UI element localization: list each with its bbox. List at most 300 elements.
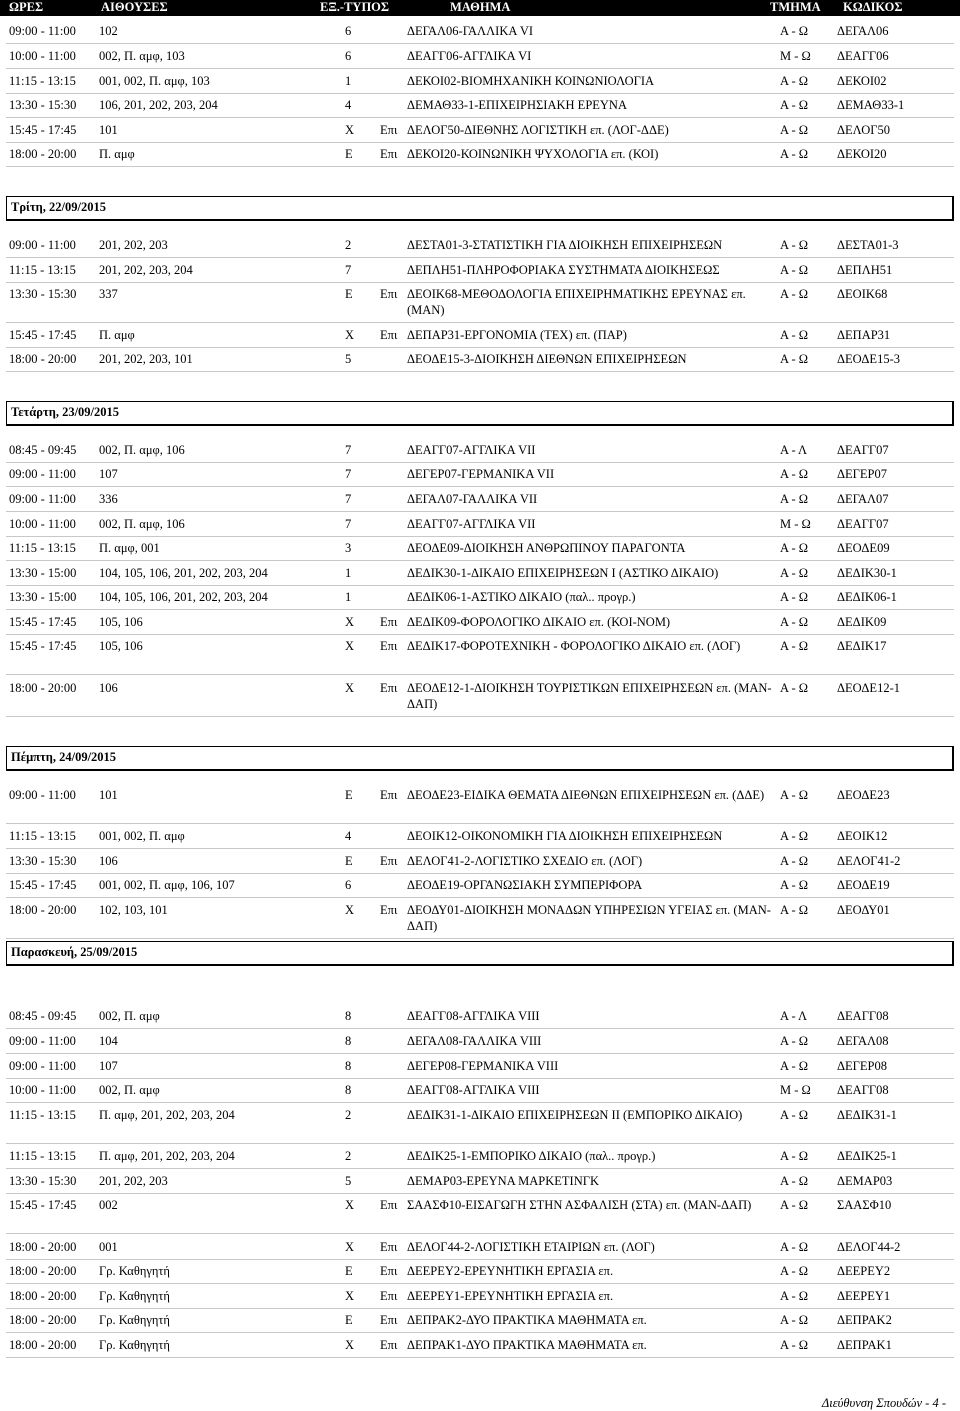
schedule-row <box>0 540 960 556</box>
row-semester: 3 <box>345 541 352 555</box>
schedule-row <box>0 1033 960 1049</box>
row-department: Α - Λ <box>780 1009 808 1023</box>
row-semester: 7 <box>345 467 352 481</box>
row-semester: Ε <box>345 1313 353 1327</box>
row-rooms: 201, 202, 203 <box>99 1174 168 1188</box>
row-separator <box>6 897 954 898</box>
row-rooms: Π. αμφ <box>99 328 135 342</box>
row-separator <box>6 848 954 849</box>
schedule-row <box>0 1082 960 1098</box>
row-department: Α - Ω <box>780 263 809 277</box>
row-department: Α - Ω <box>780 639 809 653</box>
row-department: Α - Ω <box>780 615 809 629</box>
schedule-row <box>0 1239 960 1255</box>
row-code: ΔΕΠΡΑΚ1 <box>837 1338 892 1352</box>
row-separator <box>6 257 954 258</box>
row-course: ΔΕΟΔΕ19-ΟΡΓΑΝΩΣΙΑΚΗ ΣΥΜΠΕΡΙΦΟΡΑ <box>407 878 643 892</box>
row-separator <box>6 634 954 635</box>
row-separator <box>6 938 954 939</box>
row-time: 11:15 - 13:15 <box>9 263 76 277</box>
row-department: Μ - Ω <box>780 49 811 63</box>
row-type: Επι <box>380 1289 398 1303</box>
row-course: ΔΕΑΓΓ08-ΑΓΓΛΙΚΑ VIII <box>407 1083 540 1097</box>
row-course: ΔΕΚΟΙ02-ΒΙΟΜΗΧΑΝΙΚΗ ΚΟΙΝΩΝΙΟΛΟΓΙΑ <box>407 74 655 88</box>
schedule-row <box>0 1337 960 1353</box>
row-semester: Χ <box>345 328 355 342</box>
row-separator <box>6 1143 954 1144</box>
row-semester: 5 <box>345 1174 352 1188</box>
row-rooms: 106, 201, 202, 203, 204 <box>99 98 218 112</box>
row-time: 15:45 - 17:45 <box>9 123 77 137</box>
schedule-row <box>0 286 960 318</box>
row-code: ΔΕΟΔΕ09 <box>837 541 890 555</box>
row-time: 11:15 - 13:15 <box>9 74 76 88</box>
row-rooms: 106 <box>99 854 118 868</box>
row-course: ΔΕΔΙΚ31-1-ΔΙΚΑΙΟ ΕΠΙΧΕΙΡΗΣΕΩΝ ΙΙ (ΕΜΠΟΡΙΚΟ ΔΙΚΑΙΟ) <box>407 1108 743 1122</box>
schedule-row <box>0 1173 960 1189</box>
schedule-row <box>0 1263 960 1279</box>
row-separator <box>6 1078 954 1079</box>
header-semester-type: ΕΞ.-ΤΥΠΟΣ <box>320 0 390 14</box>
schedule-row <box>0 589 960 605</box>
row-course: ΔΕΛΟΓ44-2-ΛΟΓΙΣΤΙΚΗ ΕΤΑΙΡΙΩΝ επ. (ΛΟΓ) <box>407 1240 655 1254</box>
row-code: ΔΕΕΡΕΥ2 <box>837 1264 891 1278</box>
row-rooms: Γρ. Καθηγητή <box>99 1289 170 1303</box>
row-separator <box>6 1332 954 1333</box>
row-department: Α - Ω <box>780 788 809 802</box>
row-course: ΔΕΔΙΚ09-ΦΟΡΟΛΟΓΙΚΟ ΔΙΚΑΙΟ επ. (ΚΟΙ-ΝΟΜ) <box>407 615 671 629</box>
row-rooms: 201, 202, 203, 101 <box>99 352 193 366</box>
row-semester: Χ <box>345 903 355 917</box>
row-separator <box>6 462 954 463</box>
row-semester: Ε <box>345 1264 353 1278</box>
row-code: ΔΕΔΙΚ09 <box>837 615 887 629</box>
row-type: Επι <box>380 1264 398 1278</box>
row-department: Α - Ω <box>780 1240 809 1254</box>
row-semester: Χ <box>345 1338 355 1352</box>
row-department: Α - Ω <box>780 1059 809 1073</box>
row-semester: 7 <box>345 443 352 457</box>
row-rooms: 201, 202, 203 <box>99 238 168 252</box>
row-code: ΔΕΔΙΚ25-1 <box>837 1149 897 1163</box>
row-separator <box>6 560 954 561</box>
row-semester: Χ <box>345 639 355 653</box>
row-rooms: 107 <box>99 467 118 481</box>
schedule-row <box>0 565 960 581</box>
header-course: ΜΑΘΗΜΑ <box>450 0 511 14</box>
row-rooms: Π. αμφ, 201, 202, 203, 204 <box>99 1149 235 1163</box>
row-rooms: 107 <box>99 1059 118 1073</box>
row-department: Α - Λ <box>780 443 808 457</box>
row-rooms: 002, Π. αμφ <box>99 1009 160 1023</box>
row-time: 09:00 - 11:00 <box>9 492 76 506</box>
row-type: Επι <box>380 147 398 161</box>
row-semester: 2 <box>345 238 352 252</box>
row-type: Επι <box>380 328 398 342</box>
row-department: Α - Ω <box>780 328 809 342</box>
row-semester: Χ <box>345 1240 355 1254</box>
row-course: ΔΕΣΤΑ01-3-ΣΤΑΤΙΣΤΙΚΗ ΓΙΑ ΔΙΟΙΚΗΣΗ ΕΠΙΧΕΙΡΗΣΕΩΝ <box>407 238 723 252</box>
row-rooms: Γρ. Καθηγητή <box>99 1264 170 1278</box>
row-rooms: 001 <box>99 1240 118 1254</box>
row-course: ΔΕΑΓΓ06-ΑΓΓΛΙΚΑ VI <box>407 49 532 63</box>
row-separator <box>6 511 954 512</box>
schedule-row <box>0 351 960 367</box>
row-semester: Ε <box>345 854 353 868</box>
column-header-bar <box>0 0 960 16</box>
schedule-row <box>0 122 960 138</box>
row-rooms: 106 <box>99 681 118 695</box>
row-course: ΔΕΕΡΕΥ1-ΕΡΕΥΝΗΤΙΚΗ ΕΡΓΑΣΙΑ επ. <box>407 1289 614 1303</box>
row-course: ΔΕΓΑΛ06-ΓΑΛΛΙΚΑ VI <box>407 24 534 38</box>
row-rooms: Γρ. Καθηγητή <box>99 1338 170 1352</box>
row-course: ΔΕΜΑΡ03-ΕΡΕΥΝΑ ΜΑΡΚΕΤΙΝΓΚ <box>407 1174 600 1188</box>
row-time: 13:30 - 15:30 <box>9 1174 77 1188</box>
row-code: ΔΕΟΔΕ19 <box>837 878 890 892</box>
schedule-row <box>0 1197 960 1229</box>
schedule-row <box>0 787 960 819</box>
row-department: Α - Ω <box>780 854 809 868</box>
row-time: 18:00 - 20:00 <box>9 681 77 695</box>
row-course: ΔΕΟΔΕ12-1-ΔΙΟΙΚΗΣΗ ΤΟΥΡΙΣΤΙΚΩΝ ΕΠΙΧΕΙΡΗΣΕΩΝ επ. (ΜΑΝ-ΔΑΠ) <box>407 681 772 711</box>
row-time: 10:00 - 11:00 <box>9 1083 76 1097</box>
header-department: ΤΜΗΜΑ <box>770 0 821 14</box>
page-footer: Διεύθυνση Σπουδών - 4 - <box>821 1396 946 1410</box>
row-semester: 8 <box>345 1083 352 1097</box>
row-semester: 4 <box>345 829 352 843</box>
row-time: 18:00 - 20:00 <box>9 147 77 161</box>
day-header <box>6 401 954 426</box>
schedule-row <box>0 146 960 162</box>
row-code: ΔΕΔΙΚ30-1 <box>837 566 897 580</box>
row-type: Επι <box>380 903 398 917</box>
row-semester: 1 <box>345 566 352 580</box>
row-rooms: 102 <box>99 24 118 38</box>
row-code: ΔΕΓΑΛ06 <box>837 24 889 38</box>
row-separator <box>6 1357 954 1358</box>
row-rooms: 002, Π. αμφ <box>99 1083 160 1097</box>
row-semester: 1 <box>345 74 352 88</box>
row-department: Α - Ω <box>780 352 809 366</box>
row-semester: 8 <box>345 1059 352 1073</box>
row-code: ΔΕΚΟΙ20 <box>837 147 887 161</box>
row-course: ΔΕΓΑΛ08-ΓΑΛΛΙΚΑ VIII <box>407 1034 542 1048</box>
row-separator <box>6 117 954 118</box>
row-separator <box>6 142 954 143</box>
row-rooms: 201, 202, 203, 204 <box>99 263 193 277</box>
row-department: Α - Ω <box>780 681 809 695</box>
header-rooms: ΑΙΘΟΥΣΕΣ <box>101 0 168 14</box>
header-code: ΚΩΔΙΚΟΣ <box>843 0 903 14</box>
row-code: ΔΕΠΡΑΚ2 <box>837 1313 892 1327</box>
row-rooms: 001, 002, Π. αμφ, 106, 107 <box>99 878 235 892</box>
row-time: 15:45 - 17:45 <box>9 328 77 342</box>
row-course: ΔΕΟΔΕ23-ΕΙΔΙΚΑ ΘΕΜΑΤΑ ΔΙΕΘΝΩΝ ΕΠΙΧΕΙΡΗΣΕΩΝ επ. (ΔΔΕ) <box>407 788 765 802</box>
row-department: Α - Ω <box>780 1108 809 1122</box>
row-separator <box>6 371 954 372</box>
row-time: 18:00 - 20:00 <box>9 1264 77 1278</box>
row-code: ΣΑΑΣΦ10 <box>837 1198 892 1212</box>
row-rooms: 101 <box>99 123 118 137</box>
row-code: ΔΕΣΤΑ01-3 <box>837 238 899 252</box>
schedule-row <box>0 680 960 712</box>
row-time: 15:45 - 17:45 <box>9 1198 77 1212</box>
row-rooms: 104 <box>99 1034 118 1048</box>
row-type: Επι <box>380 681 398 695</box>
row-department: Α - Ω <box>780 566 809 580</box>
row-department: Α - Ω <box>780 1174 809 1188</box>
row-separator <box>6 322 954 323</box>
row-course: ΔΕΟΙΚ12-ΟΙΚΟΝΟΜΙΚΗ ΓΙΑ ΔΙΟΙΚΗΣΗ ΕΠΙΧΕΙΡΗΣΕΩΝ <box>407 829 723 843</box>
row-rooms: Π. αμφ <box>99 147 135 161</box>
row-department: Α - Ω <box>780 492 809 506</box>
row-time: 13:30 - 15:00 <box>9 590 77 604</box>
row-code: ΔΕΑΓΓ08 <box>837 1009 889 1023</box>
row-rooms: Π. αμφ, 001 <box>99 541 160 555</box>
row-type: Επι <box>380 615 398 629</box>
row-code: ΔΕΚΟΙ02 <box>837 74 887 88</box>
row-course: ΔΕΟΔΥ01-ΔΙΟΙΚΗΣΗ ΜΟΝΑΔΩΝ ΥΠΗΡΕΣΙΩΝ ΥΓΕΙΑΣ επ. (ΜΑΝ-ΔΑΠ) <box>407 903 771 933</box>
row-rooms: 002, Π. αμφ, 106 <box>99 517 185 531</box>
schedule-row <box>0 442 960 458</box>
row-semester: 6 <box>345 49 352 63</box>
row-semester: Χ <box>345 681 355 695</box>
row-course: ΔΕΛΟΓ41-2-ΛΟΓΙΣΤΙΚΟ ΣΧΕΔΙΟ επ. (ΛΟΓ) <box>407 854 643 868</box>
row-time: 11:15 - 13:15 <box>9 1149 76 1163</box>
schedule-row <box>0 1107 960 1139</box>
row-course: ΔΕΟΔΕ09-ΔΙΟΙΚΗΣΗ ΑΝΘΡΩΠΙΝΟΥ ΠΑΡΑΓΟΝΤΑ <box>407 541 686 555</box>
row-code: ΔΕΑΓΓ07 <box>837 443 889 457</box>
row-code: ΔΕΓΕΡ07 <box>837 467 887 481</box>
row-code: ΔΕΜΑΘ33-1 <box>837 98 905 112</box>
schedule-row <box>0 828 960 844</box>
row-rooms: 002 <box>99 1198 118 1212</box>
row-code: ΔΕΔΙΚ31-1 <box>837 1108 897 1122</box>
row-rooms: 101 <box>99 788 118 802</box>
schedule-row <box>0 1008 960 1024</box>
row-rooms: 104, 105, 106, 201, 202, 203, 204 <box>99 566 268 580</box>
row-semester: 1 <box>345 590 352 604</box>
day-title: Πέμπτη, 24/09/2015 <box>11 750 117 764</box>
row-course: ΔΕΠΡΑΚ1-ΔΥΟ ΠΡΑΚΤΙΚΑ ΜΑΘΗΜΑΤΑ επ. <box>407 1338 647 1352</box>
row-separator <box>6 1053 954 1054</box>
row-separator <box>6 585 954 586</box>
row-separator <box>6 536 954 537</box>
row-time: 15:45 - 17:45 <box>9 639 77 653</box>
row-time: 18:00 - 20:00 <box>9 1289 77 1303</box>
row-separator <box>6 1102 954 1103</box>
row-time: 13:30 - 15:00 <box>9 566 77 580</box>
row-department: Α - Ω <box>780 24 809 38</box>
row-department: Α - Ω <box>780 123 809 137</box>
row-code: ΔΕΛΟΓ44-2 <box>837 1240 901 1254</box>
schedule-row <box>0 638 960 670</box>
day-header <box>6 196 954 221</box>
row-department: Α - Ω <box>780 98 809 112</box>
row-time: 08:45 - 09:45 <box>9 1009 77 1023</box>
row-course: ΔΕΑΓΓ07-ΑΓΓΛΙΚΑ VII <box>407 517 536 531</box>
row-rooms: 001, 002, Π. αμφ <box>99 829 185 843</box>
row-course: ΔΕΟΙΚ68-ΜΕΘΟΔΟΛΟΓΙΑ ΕΠΙΧΕΙΡΗΜΑΤΙΚΗΣ ΕΡΕΥΝΑΣ επ. (ΜΑΝ) <box>407 287 746 317</box>
schedule-row <box>0 237 960 253</box>
row-code: ΔΕΔΙΚ06-1 <box>837 590 897 604</box>
row-code: ΔΕΑΓΓ08 <box>837 1083 889 1097</box>
row-course: ΔΕΚΟΙ20-ΚΟΙΝΩΝΙΚΗ ΨΥΧΟΛΟΓΙΑ επ. (ΚΟΙ) <box>407 147 659 161</box>
row-type: Επι <box>380 854 398 868</box>
schedule-row <box>0 1148 960 1164</box>
row-course: ΔΕΓΕΡ07-ΓΕΡΜΑΝΙΚΑ VII <box>407 467 555 481</box>
row-course: ΔΕΑΓΓ07-ΑΓΓΛΙΚΑ VII <box>407 443 536 457</box>
row-course: ΔΕΠΡΑΚ2-ΔΥΟ ΠΡΑΚΤΙΚΑ ΜΑΘΗΜΑΤΑ επ. <box>407 1313 647 1327</box>
row-code: ΔΕΑΓΓ07 <box>837 517 889 531</box>
row-type: Επι <box>380 639 398 653</box>
row-time: 15:45 - 17:45 <box>9 615 77 629</box>
schedule-row <box>0 48 960 64</box>
row-course: ΔΕΜΑΘ33-1-ΕΠΙΧΕΙΡΗΣΙΑΚΗ ΕΡΕΥΝΑ <box>407 98 627 112</box>
schedule-row <box>0 23 960 39</box>
schedule-row <box>0 97 960 113</box>
row-separator <box>6 1233 954 1234</box>
row-time: 18:00 - 20:00 <box>9 352 77 366</box>
row-course: ΔΕΕΡΕΥ2-ΕΡΕΥΝΗΤΙΚΗ ΕΡΓΑΣΙΑ επ. <box>407 1264 614 1278</box>
row-rooms: 104, 105, 106, 201, 202, 203, 204 <box>99 590 268 604</box>
row-course: ΔΕΔΙΚ30-1-ΔΙΚΑΙΟ ΕΠΙΧΕΙΡΗΣΕΩΝ Ι (ΑΣΤΙΚΟ ΔΙΚΑΙΟ) <box>407 566 719 580</box>
row-type: Επι <box>380 1198 398 1212</box>
row-semester: 6 <box>345 24 352 38</box>
row-department: Α - Ω <box>780 1034 809 1048</box>
schedule-row <box>0 262 960 278</box>
row-semester: Ε <box>345 287 353 301</box>
row-rooms: 002, Π. αμφ, 106 <box>99 443 185 457</box>
row-time: 13:30 - 15:30 <box>9 854 77 868</box>
row-separator <box>6 347 954 348</box>
row-code: ΔΕΟΙΚ12 <box>837 829 888 843</box>
row-separator <box>6 1283 954 1284</box>
row-code: ΔΕΜΑΡ03 <box>837 1174 893 1188</box>
row-separator <box>6 1193 954 1194</box>
row-semester: 2 <box>345 1149 352 1163</box>
day-title: Τρίτη, 22/09/2015 <box>11 200 106 214</box>
row-department: Α - Ω <box>780 1264 809 1278</box>
row-semester: 5 <box>345 352 352 366</box>
row-type: Επι <box>380 287 398 301</box>
row-department: Α - Ω <box>780 590 809 604</box>
row-rooms: 002, Π. αμφ, 103 <box>99 49 185 63</box>
row-separator <box>6 166 954 167</box>
row-time: 13:30 - 15:30 <box>9 98 77 112</box>
row-semester: 8 <box>345 1009 352 1023</box>
row-course: ΔΕΓΕΡ08-ΓΕΡΜΑΝΙΚΑ VIII <box>407 1059 559 1073</box>
row-department: Α - Ω <box>780 467 809 481</box>
schedule-row <box>0 614 960 630</box>
row-type: Επι <box>380 1313 398 1327</box>
row-separator <box>6 873 954 874</box>
row-time: 09:00 - 11:00 <box>9 238 76 252</box>
schedule-row <box>0 1058 960 1074</box>
row-semester: Ε <box>345 788 353 802</box>
row-time: 09:00 - 11:00 <box>9 1034 76 1048</box>
row-code: ΔΕΟΙΚ68 <box>837 287 888 301</box>
row-code: ΔΕΓΑΛ07 <box>837 492 889 506</box>
row-separator <box>6 1308 954 1309</box>
row-department: Α - Ω <box>780 541 809 555</box>
row-time: 09:00 - 11:00 <box>9 24 76 38</box>
row-code: ΔΕΕΡΕΥ1 <box>837 1289 891 1303</box>
row-time: 18:00 - 20:00 <box>9 1313 77 1327</box>
row-time: 09:00 - 11:00 <box>9 467 76 481</box>
row-course: ΔΕΔΙΚ17-ΦΟΡΟΤΕΧΝΙΚΗ - ΦΟΡΟΛΟΓΙΚΟ ΔΙΚΑΙΟ επ. (ΛΟΓ) <box>407 639 741 653</box>
row-code: ΔΕΠΛΗ51 <box>837 263 893 277</box>
row-department: Α - Ω <box>780 238 809 252</box>
row-time: 10:00 - 11:00 <box>9 49 76 63</box>
row-department: Α - Ω <box>780 147 809 161</box>
row-department: Α - Ω <box>780 74 809 88</box>
row-rooms: 105, 106 <box>99 615 143 629</box>
row-semester: 7 <box>345 517 352 531</box>
schedule-row <box>0 902 960 934</box>
schedule-row <box>0 877 960 893</box>
row-code: ΔΕΟΔΕ23 <box>837 788 890 802</box>
row-course: ΔΕΓΑΛ07-ΓΑΛΛΙΚΑ VII <box>407 492 538 506</box>
row-type: Επι <box>380 123 398 137</box>
row-separator <box>6 282 954 283</box>
row-separator <box>6 68 954 69</box>
row-code: ΔΕΑΓΓ06 <box>837 49 889 63</box>
row-type: Επι <box>380 788 398 802</box>
row-separator <box>6 823 954 824</box>
row-code: ΔΕΓΑΛ08 <box>837 1034 889 1048</box>
row-rooms: 336 <box>99 492 118 506</box>
row-code: ΔΕΟΔΕ12-1 <box>837 681 900 695</box>
day-header <box>6 746 954 771</box>
row-course: ΔΕΛΟΓ50-ΔΙΕΘΝΗΣ ΛΟΓΙΣΤΙΚΗ επ. (ΛΟΓ-ΔΔΕ) <box>407 123 669 137</box>
row-department: Μ - Ω <box>780 1083 811 1097</box>
row-course: ΔΕΑΓΓ08-ΑΓΓΛΙΚΑ VIII <box>407 1009 540 1023</box>
row-rooms: 105, 106 <box>99 639 143 653</box>
day-title: Τετάρτη, 23/09/2015 <box>11 405 120 419</box>
row-department: Μ - Ω <box>780 517 811 531</box>
schedule-row <box>0 73 960 89</box>
row-separator <box>6 1028 954 1029</box>
row-time: 08:45 - 09:45 <box>9 443 77 457</box>
row-code: ΔΕΓΕΡ08 <box>837 1059 887 1073</box>
row-time: 15:45 - 17:45 <box>9 878 77 892</box>
schedule-row <box>0 327 960 343</box>
row-separator <box>6 1259 954 1260</box>
row-rooms: 337 <box>99 287 118 301</box>
row-semester: 8 <box>345 1034 352 1048</box>
schedule-row <box>0 516 960 532</box>
row-code: ΔΕΟΔΥ01 <box>837 903 890 917</box>
row-rooms: Γρ. Καθηγητή <box>99 1313 170 1327</box>
row-department: Α - Ω <box>780 829 809 843</box>
row-semester: 7 <box>345 492 352 506</box>
row-separator <box>6 716 954 717</box>
row-code: ΔΕΔΙΚ17 <box>837 639 887 653</box>
row-course: ΔΕΠΑΡ31-ΕΡΓΟΝΟΜΙΑ (ΤΕΧ) επ. (ΠΑΡ) <box>407 328 627 342</box>
row-time: 09:00 - 11:00 <box>9 788 76 802</box>
row-code: ΔΕΛΟΓ50 <box>837 123 890 137</box>
row-time: 10:00 - 11:00 <box>9 517 76 531</box>
row-course: ΔΕΔΙΚ06-1-ΑΣΤΙΚΟ ΔΙΚΑΙΟ (παλ.. προγρ.) <box>407 590 636 604</box>
schedule-row <box>0 466 960 482</box>
row-separator <box>6 43 954 44</box>
row-semester: Χ <box>345 615 355 629</box>
row-department: Α - Ω <box>780 287 809 301</box>
row-code: ΔΕΟΔΕ15-3 <box>837 352 900 366</box>
row-course: ΔΕΟΔΕ15-3-ΔΙΟΙΚΗΣΗ ΔΙΕΘΝΩΝ ΕΠΙΧΕΙΡΗΣΕΩΝ <box>407 352 687 366</box>
row-course: ΔΕΔΙΚ25-1-ΕΜΠΟΡΙΚΟ ΔΙΚΑΙΟ (παλ.. προγρ.) <box>407 1149 656 1163</box>
